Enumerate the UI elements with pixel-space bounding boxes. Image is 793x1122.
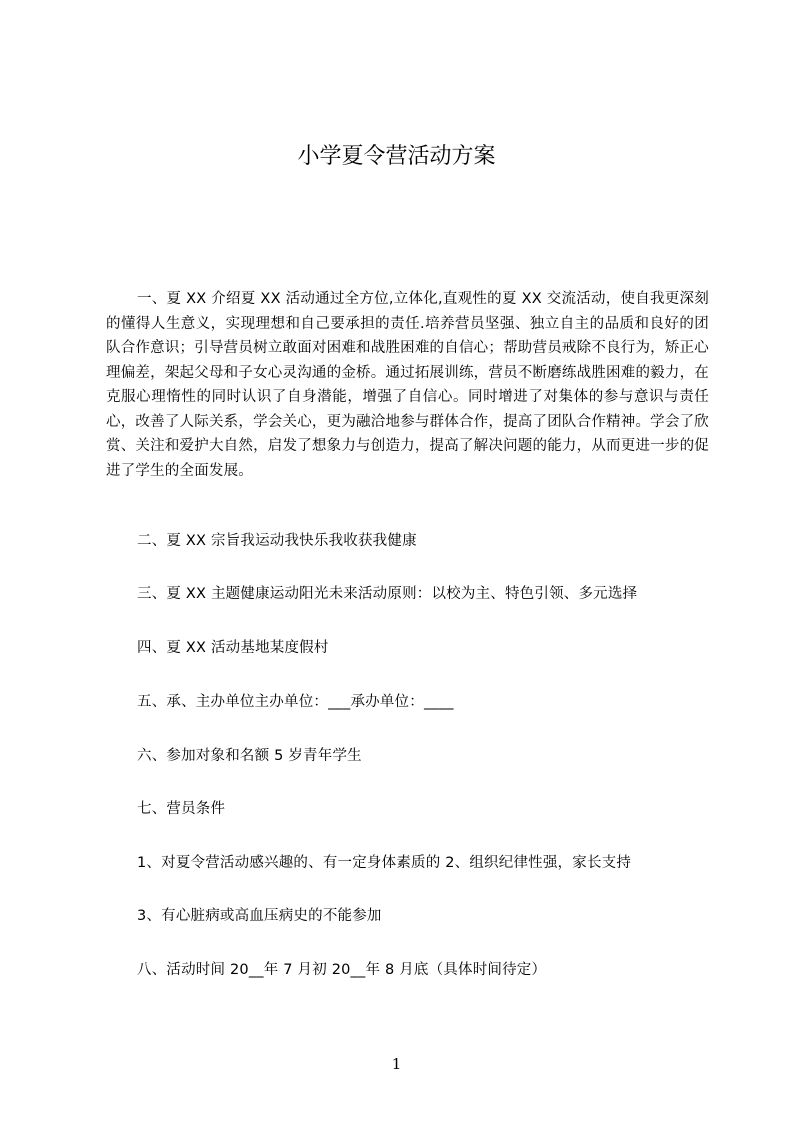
condition-item-1: 1、对夏令营活动感兴趣的、有一定身体素质的 2、组织纪律性强，家长支持	[137, 855, 632, 871]
section-theme-principles: 三、夏 XX 主题健康运动阳光未来活动原则：以校为主、特色引领、多元选择	[137, 586, 638, 602]
section-organizers: 五、承、主办单位主办单位：___承办单位：____	[137, 694, 454, 710]
section-participants: 六、参加对象和名额 5 岁青年学生	[137, 748, 362, 764]
page-number: 1	[391, 1055, 402, 1073]
condition-item-3: 3、有心脏病或高血压病史的不能参加	[137, 908, 382, 924]
section-base: 四、夏 XX 活动基地某度假村	[137, 640, 329, 656]
section-purpose: 二、夏 XX 宗旨我运动我快乐我收获我健康	[137, 533, 417, 549]
document-title: 小学夏令营活动方案	[297, 144, 496, 169]
section-activity-time: 八、活动时间 20__年 7 月初 20__年 8 月底（具体时间待定）	[137, 962, 547, 978]
intro-paragraph: 一、夏 XX 介绍夏 XX 活动通过全方位,立体化,直观性的夏 XX 交流活动，使自我更深刻的懂得人生意义，实现理想和自己要承担的责任.培养营员坚强、独立自主的品质和良好的团队合作意识；引导营员树立敢面对困难和战胜困难的自信心；帮助营员戒除不良行为，矫正心理偏差，架起父母和子女心灵沟通的金桥。通过拓展训练，营员不断磨练战胜困难的毅力，在克服心理惰性的同时认识了自身潜能，增强了自信心。同时增进了对集体的参与意识与责任心，改善了人际关系，学会关心，更为融洽地参与群体合作，提高了团队合作精神。学会了欣赏、关注和爱护大自然，启发了想象力与创造力，提高了解决问题的能力，从而更进一步的促进了学生的全面发展。	[106, 291, 709, 479]
section-camper-conditions: 七、营员条件	[137, 801, 226, 817]
